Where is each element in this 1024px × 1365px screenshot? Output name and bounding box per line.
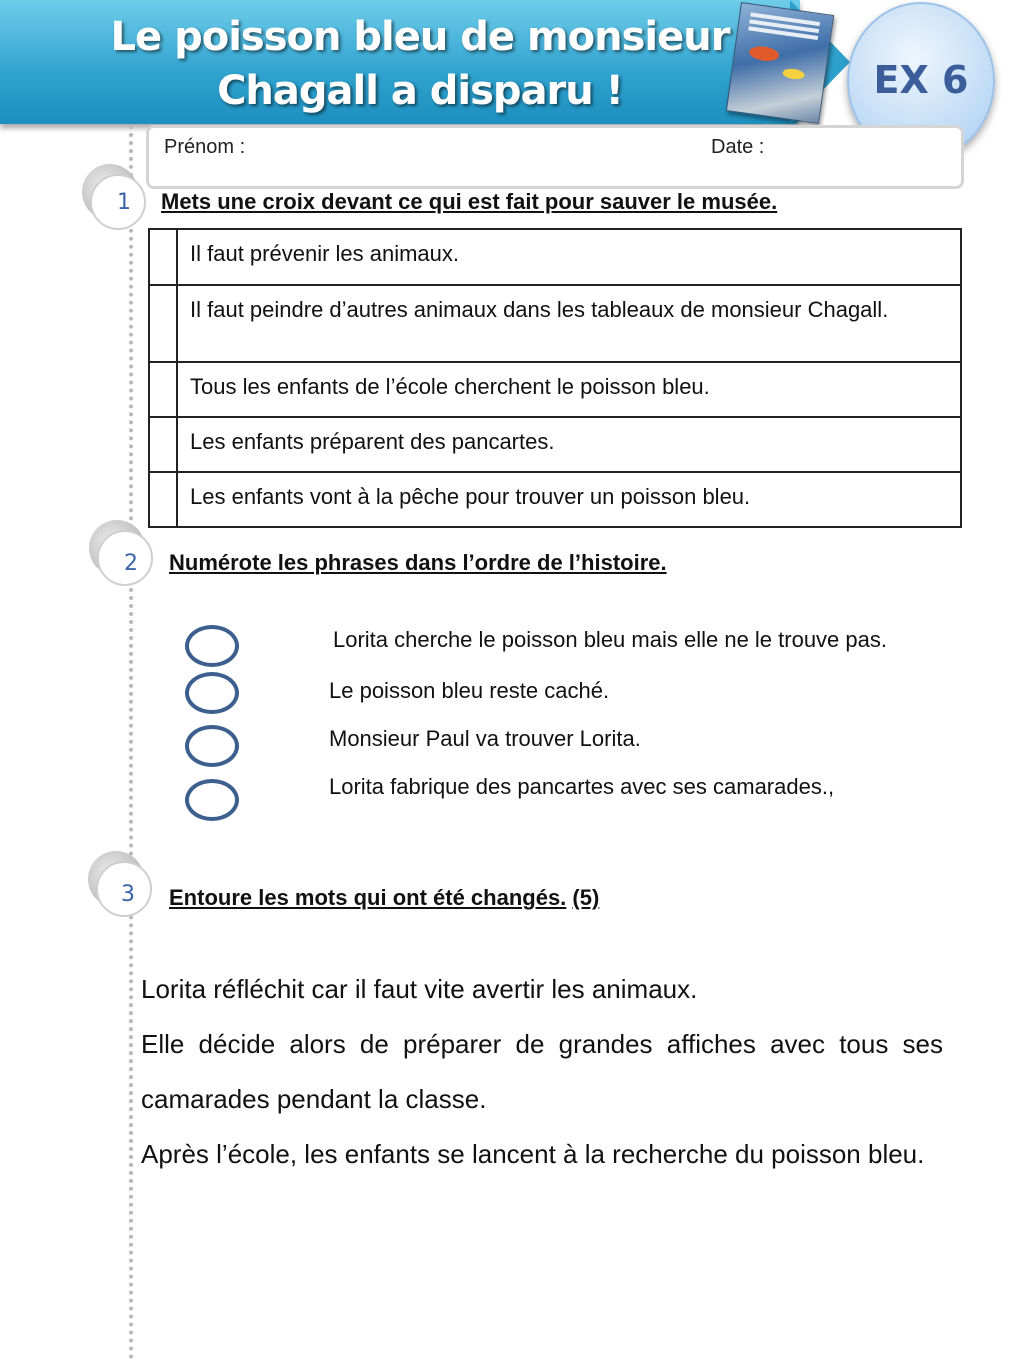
answer-oval-1[interactable] xyxy=(185,625,239,667)
checkbox-cell[interactable] xyxy=(149,472,177,527)
answer-oval-4[interactable] xyxy=(185,779,239,821)
statement-cell: Les enfants vont à la pêche pour trouver un poisson bleu. xyxy=(177,472,961,527)
margin-dotted-line xyxy=(129,125,133,1360)
order-sentence-2: Le poisson bleu reste caché. xyxy=(329,678,610,703)
exercise-1-table xyxy=(148,228,962,528)
exercise-2-instruction: Numérote les phrases dans l’ordre de l’histoire. xyxy=(169,550,667,575)
order-sentence-3: Monsieur Paul va trouver Lorita. xyxy=(329,726,641,751)
exercise-3-number-badge xyxy=(88,851,160,921)
table-row xyxy=(149,229,961,285)
paragraph[interactable]: Lorita réfléchit car il faut vite avertir les animaux. xyxy=(141,974,698,1004)
table-row xyxy=(149,417,961,472)
book-title-lines xyxy=(750,12,820,26)
exercise-3-instruction: Entoure les mots qui ont été changés. (5) xyxy=(169,885,600,910)
answer-oval-3[interactable] xyxy=(185,725,239,767)
statement-cell: Les enfants préparent des pancartes. xyxy=(177,417,961,472)
exercise-3-text xyxy=(141,962,943,1182)
answer-oval-2[interactable] xyxy=(185,672,239,714)
checkbox-cell[interactable] xyxy=(149,362,177,417)
paragraph[interactable]: Elle décide alors de préparer de grandes affiches avec tous ses camarades pendant la classe. xyxy=(141,1029,943,1114)
exercise-3-number: 3 xyxy=(121,882,135,907)
book-fish-yellow xyxy=(782,68,805,81)
checkbox-cell[interactable] xyxy=(149,417,177,472)
table-row xyxy=(149,362,961,417)
exercise-3-points: (5) xyxy=(572,885,600,910)
statement-cell: Il faut peindre d’autres animaux dans les tableaux de monsieur Chagall. xyxy=(177,285,961,362)
table-row xyxy=(149,285,961,362)
exercise-1-number: 1 xyxy=(117,190,131,215)
order-sentence-1: Lorita cherche le poisson bleu mais elle ne le trouve pas. xyxy=(333,627,887,652)
title-line-1: Le poisson bleu de monsieur xyxy=(110,14,730,60)
checkbox-cell[interactable] xyxy=(149,229,177,285)
student-info-box[interactable] xyxy=(146,125,964,189)
exercise-2-number-badge xyxy=(89,520,161,590)
exercise-2-number: 2 xyxy=(124,551,138,576)
statement-cell: Il faut prévenir les animaux. xyxy=(177,229,961,285)
title-line-2: Chagall a disparu ! xyxy=(217,68,623,114)
book-cover-image xyxy=(726,2,834,124)
statement-cell: Tous les enfants de l’école cherchent le poisson bleu. xyxy=(177,362,961,417)
exercise-1-number-badge xyxy=(82,164,154,234)
book-fish-red xyxy=(748,45,780,63)
date-label: Date : xyxy=(711,136,765,158)
first-name-label: Prénom : xyxy=(164,136,246,158)
order-sentence-4: Lorita fabrique des pancartes avec ses camarades., xyxy=(329,774,835,799)
exercise-1-instruction: Mets une croix devant ce qui est fait pour sauver le musée. xyxy=(161,189,778,214)
paragraph[interactable]: Après l’école, les enfants se lancent à la recherche du poisson bleu. xyxy=(141,1139,925,1169)
checkbox-cell[interactable] xyxy=(149,285,177,362)
table-row xyxy=(149,472,961,527)
exercise-badge-label: EX 6 xyxy=(873,58,969,102)
page-title xyxy=(60,10,780,118)
